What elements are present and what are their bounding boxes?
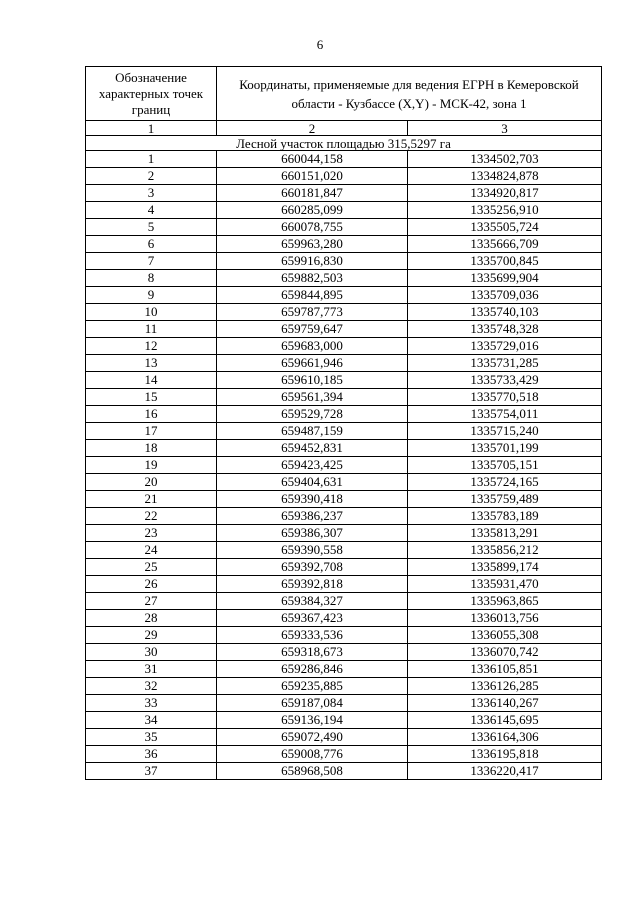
point-number: 3 bbox=[86, 185, 217, 202]
table-row bbox=[86, 491, 602, 508]
point-number: 1 bbox=[86, 151, 217, 168]
point-number: 4 bbox=[86, 202, 217, 219]
coordinate-x: 659390,418 bbox=[217, 491, 408, 508]
table-row bbox=[86, 661, 602, 678]
coordinate-x: 659187,084 bbox=[217, 695, 408, 712]
coordinate-x: 659390,558 bbox=[217, 542, 408, 559]
table-row bbox=[86, 746, 602, 763]
point-number: 11 bbox=[86, 321, 217, 338]
point-number: 16 bbox=[86, 406, 217, 423]
coordinate-x: 659844,895 bbox=[217, 287, 408, 304]
point-number: 29 bbox=[86, 627, 217, 644]
coordinate-x: 659235,885 bbox=[217, 678, 408, 695]
point-number: 25 bbox=[86, 559, 217, 576]
coordinate-y: 1335783,189 bbox=[408, 508, 602, 525]
coordinate-x: 659072,490 bbox=[217, 729, 408, 746]
coordinate-x: 659318,673 bbox=[217, 644, 408, 661]
point-number: 14 bbox=[86, 372, 217, 389]
coordinate-x: 659423,425 bbox=[217, 457, 408, 474]
section-title: Лесной участок площадью 315,5297 га bbox=[86, 136, 602, 151]
table-header-row bbox=[86, 67, 602, 121]
coordinate-y: 1336105,851 bbox=[408, 661, 602, 678]
coordinate-x: 659136,194 bbox=[217, 712, 408, 729]
coordinate-x: 659404,631 bbox=[217, 474, 408, 491]
table-row bbox=[86, 253, 602, 270]
coordinates-table bbox=[85, 66, 602, 780]
column-number: 3 bbox=[408, 121, 602, 136]
coordinate-y: 1335701,199 bbox=[408, 440, 602, 457]
table-row bbox=[86, 219, 602, 236]
coordinate-y: 1334824,878 bbox=[408, 168, 602, 185]
point-number: 32 bbox=[86, 678, 217, 695]
coordinate-y: 1334920,817 bbox=[408, 185, 602, 202]
coordinate-y: 1335733,429 bbox=[408, 372, 602, 389]
table-row bbox=[86, 593, 602, 610]
table-row bbox=[86, 695, 602, 712]
coordinate-y: 1335963,865 bbox=[408, 593, 602, 610]
coordinate-y: 1335505,724 bbox=[408, 219, 602, 236]
table-row bbox=[86, 525, 602, 542]
table-row bbox=[86, 678, 602, 695]
coordinate-y: 1335731,285 bbox=[408, 355, 602, 372]
coordinate-y: 1335666,709 bbox=[408, 236, 602, 253]
header-coordinates: Координаты, применяемые для ведения ЕГРН в Кемеровской области - Кузбассе (X,Y) - МСК-42, зона 1 bbox=[217, 67, 602, 121]
table-row bbox=[86, 151, 602, 168]
table-row bbox=[86, 338, 602, 355]
coordinate-y: 1335813,291 bbox=[408, 525, 602, 542]
point-number: 17 bbox=[86, 423, 217, 440]
table-row bbox=[86, 474, 602, 491]
table-row bbox=[86, 236, 602, 253]
coordinate-y: 1335709,036 bbox=[408, 287, 602, 304]
point-number: 19 bbox=[86, 457, 217, 474]
coordinate-x: 659610,185 bbox=[217, 372, 408, 389]
coordinate-x: 659661,946 bbox=[217, 355, 408, 372]
coordinate-x: 660181,847 bbox=[217, 185, 408, 202]
coordinate-x: 658968,508 bbox=[217, 763, 408, 780]
point-number: 7 bbox=[86, 253, 217, 270]
coordinate-x: 659392,818 bbox=[217, 576, 408, 593]
coordinate-x: 659916,830 bbox=[217, 253, 408, 270]
coordinate-y: 1336220,417 bbox=[408, 763, 602, 780]
coordinate-x: 659529,728 bbox=[217, 406, 408, 423]
coordinate-x: 659759,647 bbox=[217, 321, 408, 338]
table-row bbox=[86, 423, 602, 440]
coordinate-x: 660078,755 bbox=[217, 219, 408, 236]
coordinate-y: 1336055,308 bbox=[408, 627, 602, 644]
table-row bbox=[86, 712, 602, 729]
coordinate-y: 1336164,306 bbox=[408, 729, 602, 746]
table-row bbox=[86, 576, 602, 593]
table-row bbox=[86, 627, 602, 644]
point-number: 5 bbox=[86, 219, 217, 236]
point-number: 8 bbox=[86, 270, 217, 287]
page-number: 6 bbox=[316, 37, 324, 52]
coordinate-x: 659683,000 bbox=[217, 338, 408, 355]
table-row bbox=[86, 508, 602, 525]
point-number: 26 bbox=[86, 576, 217, 593]
coordinate-y: 1335770,518 bbox=[408, 389, 602, 406]
table-row bbox=[86, 457, 602, 474]
coordinate-x: 659008,776 bbox=[217, 746, 408, 763]
coordinate-y: 1336013,756 bbox=[408, 610, 602, 627]
table-row bbox=[86, 270, 602, 287]
coordinate-x: 659561,394 bbox=[217, 389, 408, 406]
point-number: 21 bbox=[86, 491, 217, 508]
coordinate-x: 659386,307 bbox=[217, 525, 408, 542]
coordinate-y: 1334502,703 bbox=[408, 151, 602, 168]
point-number: 10 bbox=[86, 304, 217, 321]
point-number: 6 bbox=[86, 236, 217, 253]
table-row bbox=[86, 542, 602, 559]
table-row bbox=[86, 304, 602, 321]
point-number: 28 bbox=[86, 610, 217, 627]
point-number: 18 bbox=[86, 440, 217, 457]
coordinate-y: 1335931,470 bbox=[408, 576, 602, 593]
coordinate-x: 659384,327 bbox=[217, 593, 408, 610]
coordinate-y: 1335740,103 bbox=[408, 304, 602, 321]
point-number: 36 bbox=[86, 746, 217, 763]
coordinate-y: 1336070,742 bbox=[408, 644, 602, 661]
table-row bbox=[86, 355, 602, 372]
point-number: 31 bbox=[86, 661, 217, 678]
point-number: 27 bbox=[86, 593, 217, 610]
coordinate-y: 1335899,174 bbox=[408, 559, 602, 576]
coordinate-x: 660044,158 bbox=[217, 151, 408, 168]
point-number: 23 bbox=[86, 525, 217, 542]
point-number: 9 bbox=[86, 287, 217, 304]
point-number: 2 bbox=[86, 168, 217, 185]
table-row bbox=[86, 644, 602, 661]
table-row bbox=[86, 168, 602, 185]
coordinate-x: 659452,831 bbox=[217, 440, 408, 457]
coordinate-y: 1335856,212 bbox=[408, 542, 602, 559]
point-number: 35 bbox=[86, 729, 217, 746]
table-row bbox=[86, 389, 602, 406]
coordinate-x: 659487,159 bbox=[217, 423, 408, 440]
table-row bbox=[86, 440, 602, 457]
coordinate-y: 1336145,695 bbox=[408, 712, 602, 729]
point-number: 33 bbox=[86, 695, 217, 712]
point-number: 15 bbox=[86, 389, 217, 406]
point-number: 22 bbox=[86, 508, 217, 525]
coordinate-y: 1335759,489 bbox=[408, 491, 602, 508]
coordinate-y: 1335256,910 bbox=[408, 202, 602, 219]
point-number: 12 bbox=[86, 338, 217, 355]
coordinate-y: 1336126,285 bbox=[408, 678, 602, 695]
section-row bbox=[86, 136, 602, 151]
coordinate-y: 1335700,845 bbox=[408, 253, 602, 270]
table-body bbox=[86, 151, 602, 780]
coordinate-x: 659882,503 bbox=[217, 270, 408, 287]
coordinate-x: 659386,237 bbox=[217, 508, 408, 525]
column-number: 1 bbox=[86, 121, 217, 136]
table-row bbox=[86, 729, 602, 746]
column-number: 2 bbox=[217, 121, 408, 136]
table-row bbox=[86, 763, 602, 780]
coordinate-x: 659963,280 bbox=[217, 236, 408, 253]
point-number: 20 bbox=[86, 474, 217, 491]
point-number: 13 bbox=[86, 355, 217, 372]
table-row bbox=[86, 559, 602, 576]
coordinate-y: 1335748,328 bbox=[408, 321, 602, 338]
coordinate-y: 1335724,165 bbox=[408, 474, 602, 491]
coordinate-y: 1335699,904 bbox=[408, 270, 602, 287]
point-number: 37 bbox=[86, 763, 217, 780]
table-row bbox=[86, 372, 602, 389]
coordinate-y: 1335754,011 bbox=[408, 406, 602, 423]
point-number: 24 bbox=[86, 542, 217, 559]
table-row bbox=[86, 185, 602, 202]
coordinate-x: 659787,773 bbox=[217, 304, 408, 321]
coordinate-x: 659392,708 bbox=[217, 559, 408, 576]
table-row bbox=[86, 406, 602, 423]
coordinate-x: 660285,099 bbox=[217, 202, 408, 219]
table-row bbox=[86, 287, 602, 304]
coordinate-x: 659367,423 bbox=[217, 610, 408, 627]
point-number: 34 bbox=[86, 712, 217, 729]
coordinate-y: 1335705,151 bbox=[408, 457, 602, 474]
column-numbers-row bbox=[86, 121, 602, 136]
coordinate-x: 659286,846 bbox=[217, 661, 408, 678]
coordinate-x: 659333,536 bbox=[217, 627, 408, 644]
point-number: 30 bbox=[86, 644, 217, 661]
coordinate-y: 1335715,240 bbox=[408, 423, 602, 440]
coordinate-x: 660151,020 bbox=[217, 168, 408, 185]
coordinate-y: 1335729,016 bbox=[408, 338, 602, 355]
table-row bbox=[86, 610, 602, 627]
table-row bbox=[86, 202, 602, 219]
header-points: Обозначение характерных точек границ bbox=[86, 67, 217, 121]
coordinate-y: 1336195,818 bbox=[408, 746, 602, 763]
table-row bbox=[86, 321, 602, 338]
coordinate-y: 1336140,267 bbox=[408, 695, 602, 712]
